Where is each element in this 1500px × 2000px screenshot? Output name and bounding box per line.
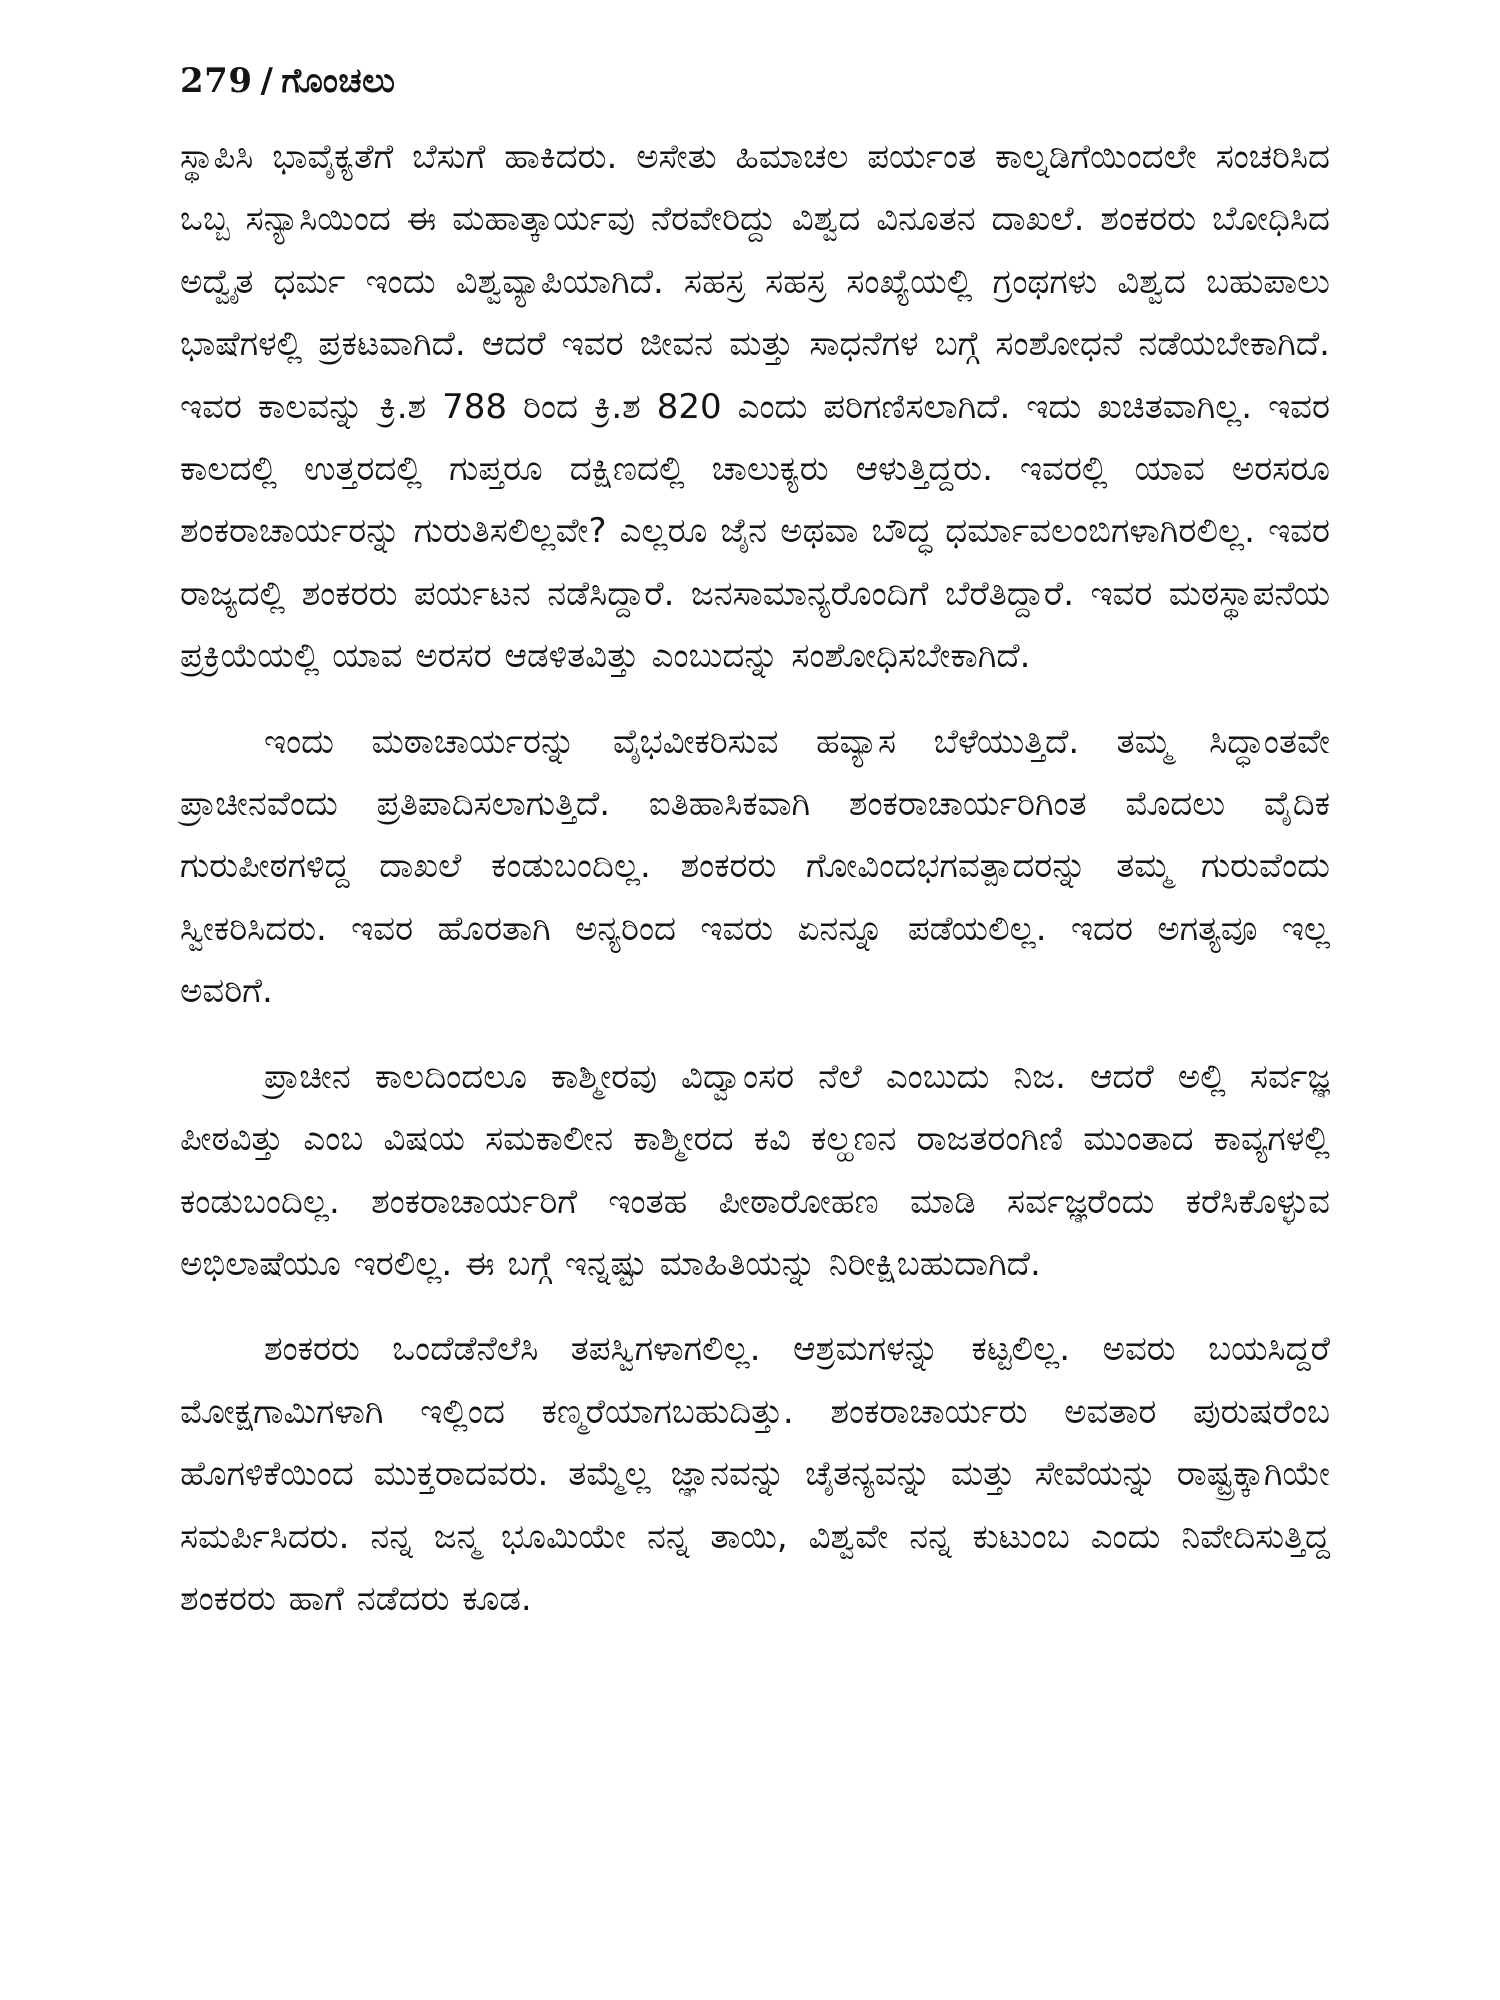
paragraph-3: ಪ್ರಾಚೀನ ಕಾಲದಿಂದಲೂ ಕಾಶ್ಮೀರವು ವಿದ್ವಾಂಸರ ನೆಲೆ ಎಂಬುದು ನಿಜ. ಆದರೆ ಅಲ್ಲಿ ಸರ್ವಜ್ಞ ಪೀಠವಿತ್ತು ಎಂಬ ವಿಷಯ ಸಮಕಾಲೀನ ಕಾಶ್ಮೀರದ ಕವಿ ಕಲ್ಹಣನ ರಾಜತರಂಗಿಣಿ ಮುಂತಾದ ಕಾವ್ಯಗಳಲ್ಲಿ ಕಂಡುಬಂದಿಲ್ಲ. ಶಂಕರಾಚಾರ್ಯರಿಗೆ ಇಂತಹ ಪೀಠಾರೋಹಣ ಮಾಡಿ ಸರ್ವಜ್ಞರೆಂದು ಕರೆಸಿಕೊಳ್ಳುವ ಅಭಿಲಾಷೆಯೂ ಇರಲಿಲ್ಲ. ಈ ಬಗ್ಗೆ ಇನ್ನಷ್ಟು ಮಾಹಿತಿಯನ್ನು ನಿರೀಕ್ಷಿಬಹುದಾಗಿದೆ.	[180, 1056, 1330, 1284]
header-separator: /	[260, 61, 274, 101]
book-page	[180, 56, 1330, 1956]
paragraph-1: ಸ್ಥಾಪಿಸಿ ಭಾವೈಕ್ಯತೆಗೆ ಬೆಸುಗೆ ಹಾಕಿದರು. ಅಸೇತು ಹಿಮಾಚಲ ಪರ್ಯಂತ ಕಾಲ್ನಡಿಗೆಯಿಂದಲೇ ಸಂಚರಿಸಿದ ಒಬ್ಬ ಸನ್ಯಾಸಿಯಿಂದ ಈ ಮಹಾತ್ಕಾರ್ಯವು ನೆರವೇರಿದ್ದು ವಿಶ್ವದ ವಿನೂತನ ದಾಖಲೆ. ಶಂಕರರು ಬೋಧಿಸಿದ ಅದ್ವೈತ ಧರ್ಮ ಇಂದು ವಿಶ್ವವ್ಯಾಪಿಯಾಗಿದೆ. ಸಹಸ್ರ ಸಹಸ್ರ ಸಂಖ್ಯೆಯಲ್ಲಿ ಗ್ರಂಥಗಳು ವಿಶ್ವದ ಬಹುಪಾಲು ಭಾಷೆಗಳಲ್ಲಿ ಪ್ರಕಟವಾಗಿದೆ. ಆದರೆ ಇವರ ಜೀವನ ಮತ್ತು ಸಾಧನೆಗಳ ಬಗ್ಗೆ ಸಂಶೋಧನೆ ನಡೆಯಬೇಕಾಗಿದೆ. ಇವರ ಕಾಲವನ್ನು ಕ್ರಿ.ಶ 788 ರಿಂದ ಕ್ರಿ.ಶ 820 ಎಂದು ಪರಿಗಣಿಸಲಾಗಿದೆ. ಇದು ಖಚಿತವಾಗಿಲ್ಲ. ಇವರ ಕಾಲದಲ್ಲಿ ಉತ್ತರದಲ್ಲಿ ಗುಪ್ತರೂ ದಕ್ಷಿಣದಲ್ಲಿ ಚಾಲುಕ್ಯರು ಆಳುತ್ತಿದ್ದರು. ಇವರಲ್ಲಿ ಯಾವ ಅರಸರೂ ಶಂಕರಾಚಾರ್ಯರನ್ನು ಗುರುತಿಸಲಿಲ್ಲವೇ? ಎಲ್ಲರೂ ಜೈನ ಅಥವಾ ಬೌದ್ಧ ಧರ್ಮಾವಲಂಬಿಗಳಾಗಿರಲಿಲ್ಲ. ಇವರ ರಾಜ್ಯದಲ್ಲಿ ಶಂಕರರು ಪರ್ಯಟನ ನಡೆಸಿದ್ದಾರೆ. ಜನಸಾಮಾನ್ಯರೊಂದಿಗೆ ಬೆರೆತಿದ್ದಾರೆ. ಇವರ ಮಠಸ್ಥಾಪನೆಯ ಪ್ರಕ್ರಿಯೆಯಲ್ಲಿ ಯಾವ ಅರಸರ ಆಡಳಿತವಿತ್ತು ಎಂಬುದನ್ನು ಸಂಶೋಧಿಸಬೇಕಾಗಿದೆ.	[180, 137, 1330, 677]
paragraph-2: ಇಂದು ಮಠಾಚಾರ್ಯರನ್ನು ವೈಭವೀಕರಿಸುವ ಹವ್ಯಾಸ ಬೆಳೆಯುತ್ತಿದೆ. ತಮ್ಮ ಸಿದ್ಧಾಂತವೇ ಪ್ರಾಚೀನವೆಂದು ಪ್ರತಿಪಾದಿಸಲಾಗುತ್ತಿದೆ. ಐತಿಹಾಸಿಕವಾಗಿ ಶಂಕರಾಚಾರ್ಯರಿಗಿಂತ ಮೊದಲು ವೈದಿಕ ಗುರುಪೀಠಗಳಿದ್ದ ದಾಖಲೆ ಕಂಡುಬಂದಿಲ್ಲ. ಶಂಕರರು ಗೋವಿಂದಭಗವತ್ಪಾದರನ್ನು ತಮ್ಮ ಗುರುವೆಂದು ಸ್ವೀಕರಿಸಿದರು. ಇವರ ಹೊರತಾಗಿ ಅನ್ಯರಿಂದ ಇವರು ಏನನ್ನೂ ಪಡೆಯಲಿಲ್ಲ. ಇದರ ಅಗತ್ಯವೂ ಇಲ್ಲ ಅವರಿಗೆ.	[180, 721, 1330, 1012]
paragraph-4: ಶಂಕರರು ಒಂದೆಡೆನೆಲೆಸಿ ತಪಸ್ವಿಗಳಾಗಲಿಲ್ಲ. ಆಶ್ರಮಗಳನ್ನು ಕಟ್ಟಲಿಲ್ಲ. ಅವರು ಬಯಸಿದ್ದರೆ ಮೋಕ್ಷಗಾಮಿಗಳಾಗಿ ಇಲ್ಲಿಂದ ಕಣ್ಮರೆಯಾಗಬಹುದಿತ್ತು. ಶಂಕರಾಚಾರ್ಯರು ಅವತಾರ ಪುರುಷರೆಂಬ ಹೊಗಳಿಕೆಯಿಂದ ಮುಕ್ತರಾದವರು. ತಮ್ಮೆಲ್ಲ ಜ್ಞಾನವನ್ನು ಚೈತನ್ಯವನ್ನು ಮತ್ತು ಸೇವೆಯನ್ನು ರಾಷ್ಟ್ರಕ್ಕಾಗಿಯೇ ಸಮರ್ಪಿಸಿದರು. ನನ್ನ ಜನ್ಮ ಭೂಮಿಯೇ ನನ್ನ ತಾಯಿ, ವಿಶ್ವವೇ ನನ್ನ ಕುಟುಂಬ ಎಂದು ನಿವೇದಿಸುತ್ತಿದ್ದ ಶಂಕರರು ಹಾಗೆ ನಡೆದರು ಕೂಡ.	[180, 1329, 1330, 1619]
page-number: 279	[180, 61, 253, 101]
page-header	[180, 56, 1330, 106]
book-title: ಗೊಂಚಲು	[281, 61, 396, 101]
